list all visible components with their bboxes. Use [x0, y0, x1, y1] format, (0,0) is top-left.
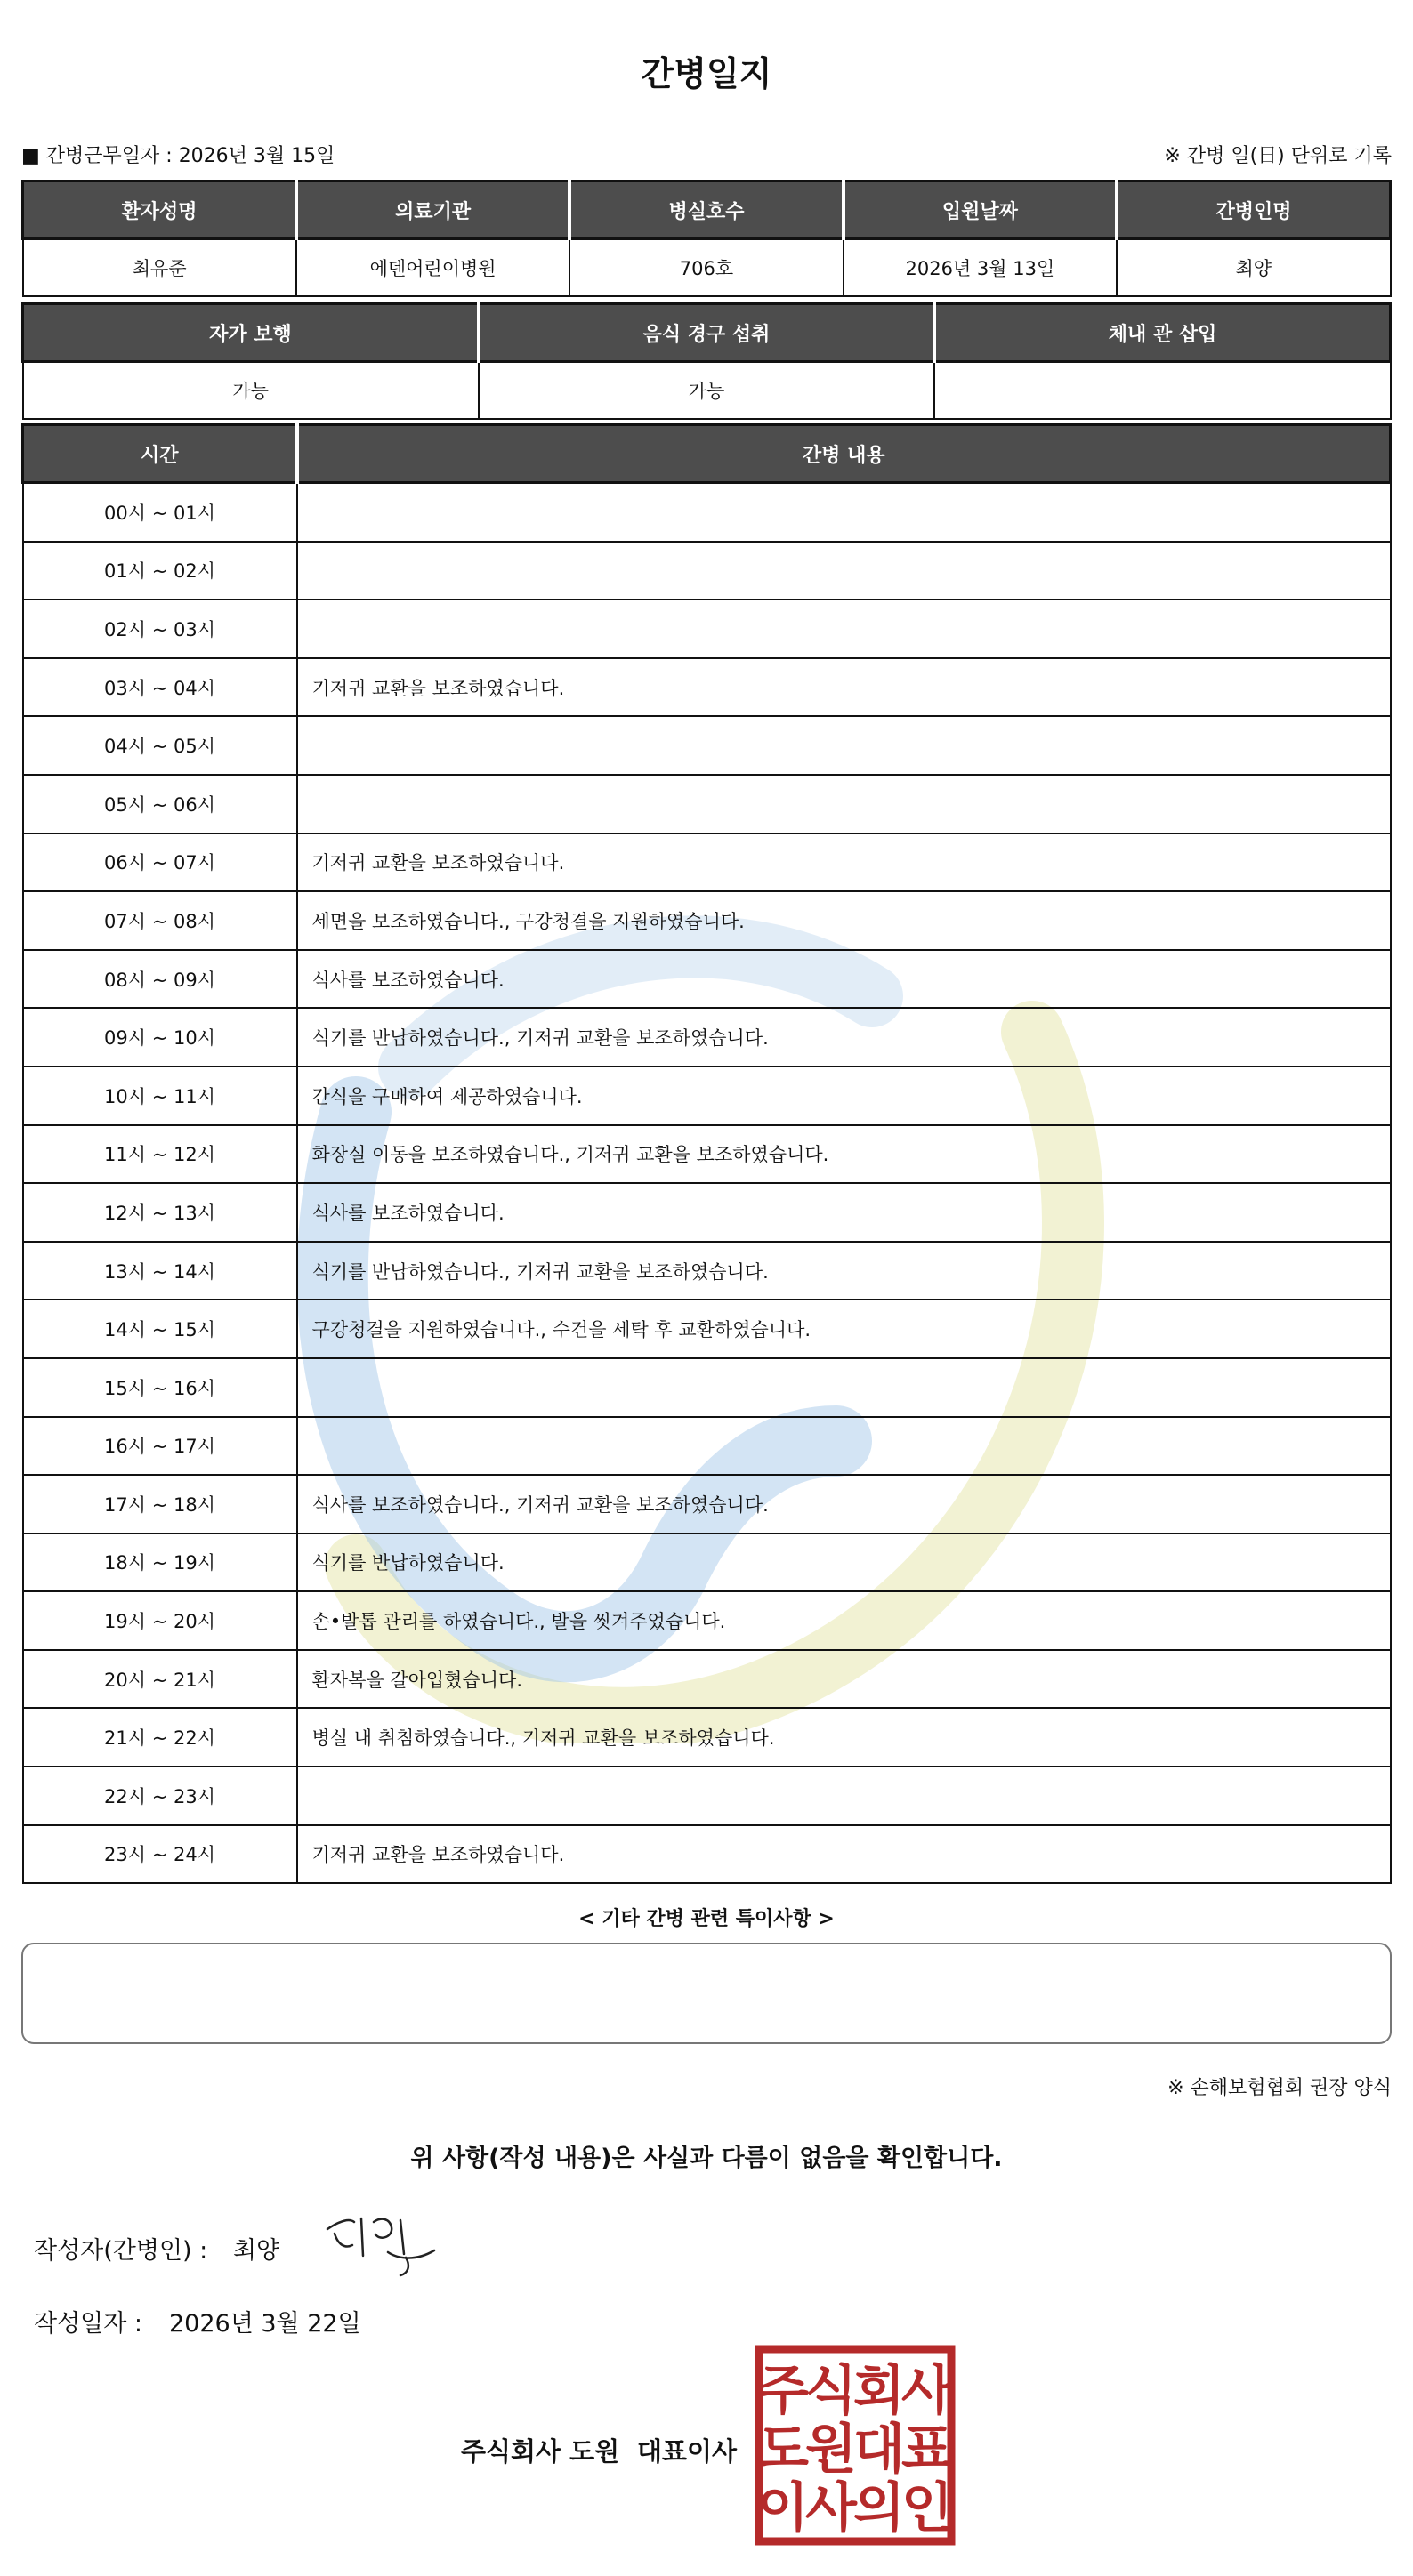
handwritten-signature [319, 2202, 443, 2282]
table-row [23, 483, 1391, 542]
time-slot: 23시 ~ 24시 [23, 1825, 297, 1884]
table-row [23, 1534, 1391, 1592]
header-walking: 자가 보행 [23, 304, 479, 362]
value-hospital: 에덴어린이병원 [296, 239, 569, 297]
care-content: 간식을 구매하여 제공하였습니다. [297, 1067, 1391, 1125]
care-content: 기저귀 교환을 보조하였습니다. [297, 833, 1391, 892]
seal-glyph: 인 [901, 2477, 953, 2540]
value-caregiver: 최양 [1117, 239, 1390, 297]
writer-name: 최양 [233, 2237, 280, 2265]
care-content: 기저귀 교환을 보조하였습니다. [297, 658, 1391, 717]
seal-glyph: 회 [853, 2360, 905, 2422]
header-caregiver: 간병인명 [1117, 181, 1390, 239]
seal-glyph: 원 [805, 2419, 857, 2481]
care-content [297, 775, 1391, 833]
writer-label: 작성자(간병인) : [34, 2237, 208, 2265]
table-row [23, 833, 1391, 892]
time-slot: 18시 ~ 19시 [23, 1534, 297, 1592]
table-row [23, 658, 1391, 717]
time-slot: 11시 ~ 12시 [23, 1125, 297, 1184]
table-row [23, 1708, 1391, 1767]
table-row [23, 1125, 1391, 1184]
time-slot: 08시 ~ 09시 [23, 950, 297, 1009]
seal-glyph: 표 [901, 2419, 953, 2481]
time-slot: 20시 ~ 21시 [23, 1650, 297, 1709]
time-slot: 01시 ~ 02시 [23, 542, 297, 600]
seal-glyph: 의 [853, 2477, 905, 2540]
time-slot: 17시 ~ 18시 [23, 1475, 297, 1534]
table-row [23, 1417, 1391, 1476]
remarks-label: < 기타 간병 관련 특이사항 > [578, 1908, 835, 1930]
header-care-content: 간병 내용 [297, 425, 1391, 483]
time-slot: 12시 ~ 13시 [23, 1183, 297, 1242]
care-content: 화장실 이동을 보조하였습니다., 기저귀 교환을 보조하였습니다. [297, 1125, 1391, 1184]
value-admission-date: 2026년 3월 13일 [844, 239, 1117, 297]
record-unit-note: ※ 간병 일(日) 단위로 기록 [1164, 145, 1392, 167]
table-row [23, 1067, 1391, 1125]
time-slot: 00시 ~ 01시 [23, 483, 297, 542]
care-content [297, 542, 1391, 600]
seal-glyph: 사 [805, 2477, 857, 2540]
patient-status-table [21, 302, 1392, 420]
header-hospital: 의료기관 [296, 181, 569, 239]
seal-glyph: 이 [757, 2477, 809, 2540]
time-slot: 21시 ~ 22시 [23, 1708, 297, 1767]
time-slot: 16시 ~ 17시 [23, 1417, 297, 1476]
written-date-value: 2026년 3월 22일 [169, 2310, 361, 2338]
time-slot: 10시 ~ 11시 [23, 1067, 297, 1125]
confirmation-statement: 위 사항(작성 내용)은 사실과 다름이 없음을 확인합니다. [410, 2145, 1003, 2172]
status-value-row [23, 362, 1391, 420]
care-content: 구강청결을 지원하였습니다., 수건을 세탁 후 교환하였습니다. [297, 1300, 1391, 1358]
table-row [23, 1183, 1391, 1242]
care-content [297, 716, 1391, 775]
care-content: 식기를 반납하였습니다., 기저귀 교환을 보조하였습니다. [297, 1008, 1391, 1067]
seal-glyph: 주 [757, 2360, 809, 2422]
value-walking: 가능 [23, 362, 479, 420]
time-slot: 15시 ~ 16시 [23, 1358, 297, 1417]
info-value-row [23, 239, 1391, 297]
header-tube-insertion: 체내 관 삽입 [934, 304, 1390, 362]
company-seal-stamp [755, 2345, 956, 2546]
seal-glyph: 식 [805, 2360, 857, 2422]
value-patient-name: 최유준 [23, 239, 296, 297]
written-date-label: 작성일자 : [34, 2310, 143, 2338]
care-content: 병실 내 취침하였습니다., 기저귀 교환을 보조하였습니다. [297, 1708, 1391, 1767]
table-row [23, 1591, 1391, 1650]
table-row [23, 1358, 1391, 1417]
ceo-title: 대표이사 [637, 2436, 738, 2467]
table-row [23, 542, 1391, 600]
header-patient-name: 환자성명 [23, 181, 296, 239]
time-slot: 05시 ~ 06시 [23, 775, 297, 833]
seal-glyph: 도 [757, 2419, 809, 2481]
time-slot: 19시 ~ 20시 [23, 1591, 297, 1650]
table-row [23, 1475, 1391, 1534]
log-header-row [23, 425, 1391, 483]
time-slot: 09시 ~ 10시 [23, 1008, 297, 1067]
table-row [23, 716, 1391, 775]
care-content [297, 1358, 1391, 1417]
header-oral-intake: 음식 경구 섭취 [479, 304, 934, 362]
care-content [297, 1417, 1391, 1476]
table-row [23, 1008, 1391, 1067]
table-row [23, 1767, 1391, 1825]
time-slot: 13시 ~ 14시 [23, 1242, 297, 1300]
table-row [23, 1650, 1391, 1709]
care-content: 식사를 보조하였습니다., 기저귀 교환을 보조하였습니다. [297, 1475, 1391, 1534]
time-slot: 02시 ~ 03시 [23, 600, 297, 658]
care-content: 식사를 보조하였습니다. [297, 1183, 1391, 1242]
care-content: 식사를 보조하였습니다. [297, 950, 1391, 1009]
remarks-box [21, 1943, 1392, 2044]
care-content: 기저귀 교환을 보조하였습니다. [297, 1825, 1391, 1884]
info-header-row [23, 181, 1391, 239]
header-admission-date: 입원날짜 [844, 181, 1117, 239]
company-name: 주식회사 도원 [461, 2436, 620, 2467]
table-row [23, 1825, 1391, 1884]
seal-glyph: 사 [901, 2360, 953, 2422]
table-row [23, 600, 1391, 658]
patient-info-table [21, 180, 1392, 297]
time-slot: 14시 ~ 15시 [23, 1300, 297, 1358]
table-row [23, 950, 1391, 1009]
header-room: 병실호수 [569, 181, 843, 239]
value-room: 706호 [569, 239, 843, 297]
form-source-note: ※ 손해보험협회 권장 양식 [1167, 2077, 1392, 2099]
value-oral-intake: 가능 [479, 362, 934, 420]
table-row [23, 891, 1391, 950]
care-content [297, 600, 1391, 658]
seal-glyph: 대 [853, 2419, 905, 2481]
time-slot: 22시 ~ 23시 [23, 1767, 297, 1825]
time-slot: 03시 ~ 04시 [23, 658, 297, 717]
care-content: 세면을 보조하였습니다., 구강청결을 지원하였습니다. [297, 891, 1391, 950]
time-slot: 04시 ~ 05시 [23, 716, 297, 775]
table-row [23, 1300, 1391, 1358]
care-content [297, 1767, 1391, 1825]
care-content: 손•발톱 관리를 하였습니다., 발을 씻겨주었습니다. [297, 1591, 1391, 1650]
time-slot: 06시 ~ 07시 [23, 833, 297, 892]
status-header-row [23, 304, 1391, 362]
care-content [297, 483, 1391, 542]
page-title: 간병일지 [641, 54, 772, 93]
care-date: ■ 간병근무일자 : 2026년 3월 15일 [21, 145, 335, 167]
care-log-table [21, 423, 1392, 1884]
value-tube-insertion [934, 362, 1390, 420]
table-row [23, 775, 1391, 833]
care-content: 식기를 반납하였습니다. [297, 1534, 1391, 1592]
time-slot: 07시 ~ 08시 [23, 891, 297, 950]
header-time: 시간 [23, 425, 297, 483]
table-row [23, 1242, 1391, 1300]
care-content: 환자복을 갈아입혔습니다. [297, 1650, 1391, 1709]
care-content: 식기를 반납하였습니다., 기저귀 교환을 보조하였습니다. [297, 1242, 1391, 1300]
